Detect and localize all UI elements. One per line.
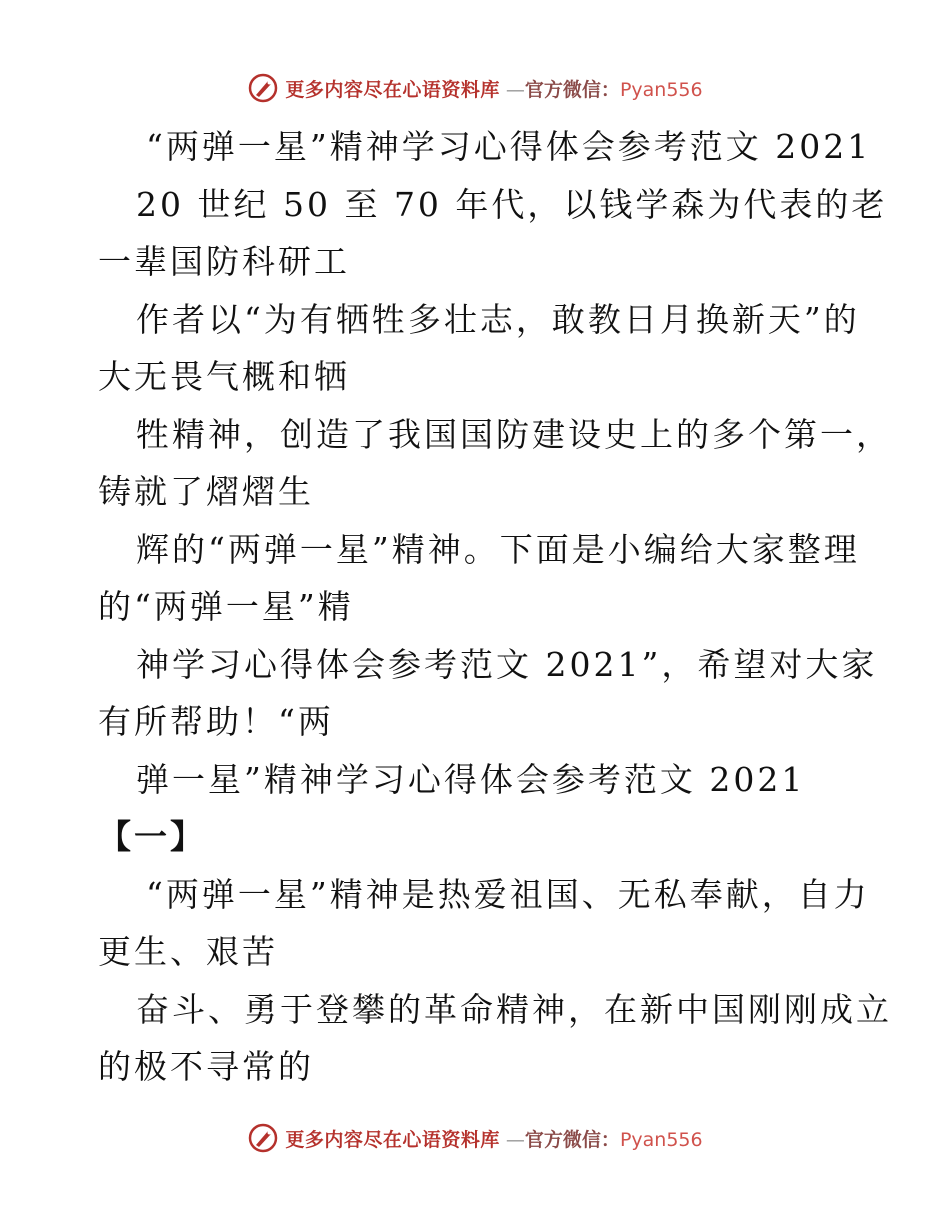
section-heading: 【一】 <box>98 817 206 856</box>
footer-watermark <box>0 1122 950 1154</box>
watermark-label: 官方微信： <box>524 1128 620 1151</box>
paragraph-line: 的“两弹一星”精 <box>98 587 354 626</box>
pen-nib-circle-icon <box>247 1122 279 1154</box>
paragraph-line: 牲精神，创造了我国国防建设史上的多个第一， <box>136 414 892 454</box>
paragraph-line: 奋斗、勇于登攀的革命精神，在新中国刚刚成立 <box>136 989 892 1029</box>
watermark-site-text: 更多内容尽在心语资料库 <box>285 78 500 101</box>
watermark-account: Pyan556 <box>619 78 703 101</box>
paragraph-line: 一辈国防科研工 <box>98 242 350 281</box>
watermark-separator: — <box>505 78 525 101</box>
paragraph-line: 有所帮助！“两 <box>98 702 334 741</box>
watermark-site-text: 更多内容尽在心语资料库 <box>285 1128 500 1151</box>
paragraph-line: 大无畏气概和牺 <box>98 357 350 396</box>
watermark-separator: — <box>505 1128 525 1151</box>
paragraph-line: 铸就了熠熠生 <box>98 472 314 511</box>
paragraph-line: “两弹一星”精神是热爱祖国、无私奉献，自力 <box>146 874 870 914</box>
header-watermark <box>0 72 950 104</box>
watermark-account: Pyan556 <box>619 1128 703 1151</box>
pen-nib-circle-icon <box>247 72 279 104</box>
paragraph-line: 弹一星”精神学习心得体会参考范文 2021 <box>136 759 806 799</box>
document-title: “两弹一星”精神学习心得体会参考范文 2021 <box>146 127 872 166</box>
paragraph-line: 20 世纪 50 至 70 年代，以钱学森为代表的老 <box>136 184 888 224</box>
paragraph-line: 作者以“为有牺牲多壮志，敢教日月换新天”的 <box>136 299 860 339</box>
paragraph-line: 更生、艰苦 <box>98 932 278 971</box>
paragraph-line: 的极不寻常的 <box>98 1047 314 1086</box>
paragraph-line: 神学习心得体会参考范文 2021”，希望对大家 <box>136 644 878 684</box>
watermark-label: 官方微信： <box>524 78 620 101</box>
paragraph-line: 辉的“两弹一星”精神。下面是小编给大家整理 <box>136 529 860 569</box>
document-body <box>98 118 892 1096</box>
